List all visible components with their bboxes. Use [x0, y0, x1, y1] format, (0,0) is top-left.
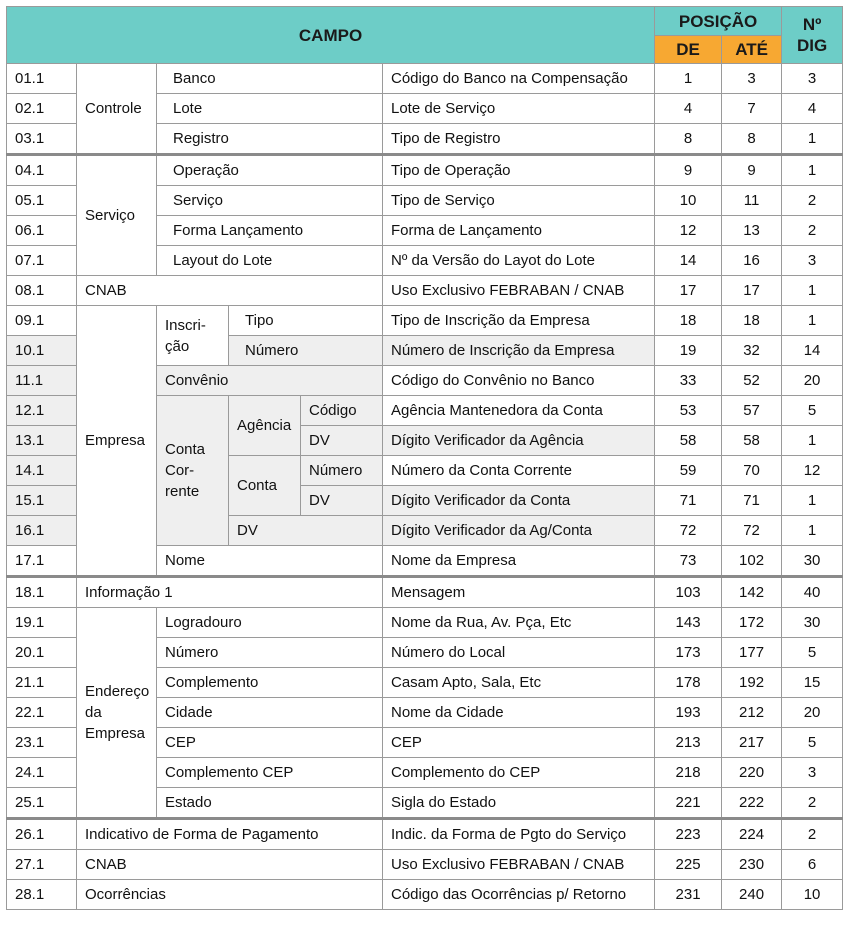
row-dig: 2	[782, 186, 843, 216]
row-dig: 5	[782, 638, 843, 668]
row-id: 15.1	[7, 486, 77, 516]
row-field: Serviço	[157, 186, 383, 216]
row-dig: 12	[782, 456, 843, 486]
row-dig: 3	[782, 758, 843, 788]
row-de: 1	[655, 64, 722, 94]
row-id: 14.1	[7, 456, 77, 486]
row-desc: Agência Mantenedora da Conta	[383, 396, 655, 426]
row-ate: 57	[722, 396, 782, 426]
header-ate: ATÉ	[722, 36, 782, 64]
table-row	[7, 577, 843, 608]
row-ate: 18	[722, 306, 782, 336]
row-de: 225	[655, 850, 722, 880]
row-de: 4	[655, 94, 722, 124]
row-ate: 212	[722, 698, 782, 728]
row-de: 173	[655, 638, 722, 668]
row-field: Ocorrências	[77, 880, 383, 910]
row-de: 53	[655, 396, 722, 426]
row-id: 11.1	[7, 366, 77, 396]
row-field: Registro	[157, 124, 383, 155]
row-dig: 4	[782, 94, 843, 124]
row-field: DV	[301, 426, 383, 456]
row-desc: Tipo de Serviço	[383, 186, 655, 216]
row-dig: 30	[782, 546, 843, 577]
row-id: 26.1	[7, 819, 77, 850]
row-field: Tipo	[229, 306, 383, 336]
row-id: 04.1	[7, 155, 77, 186]
row-de: 71	[655, 486, 722, 516]
row-de: 103	[655, 577, 722, 608]
row-desc: Dígito Verificador da Ag/Conta	[383, 516, 655, 546]
row-desc: Número de Inscrição da Empresa	[383, 336, 655, 366]
row-ate: 58	[722, 426, 782, 456]
row-dig: 2	[782, 819, 843, 850]
row-id: 10.1	[7, 336, 77, 366]
row-desc: Casam Apto, Sala, Etc	[383, 668, 655, 698]
row-dig: 1	[782, 276, 843, 306]
row-de: 58	[655, 426, 722, 456]
row-de: 73	[655, 546, 722, 577]
header-ndig	[782, 7, 843, 64]
row-ate: 16	[722, 246, 782, 276]
row-dig: 2	[782, 788, 843, 819]
group-empresa: Empresa	[77, 306, 157, 577]
row-desc: Número do Local	[383, 638, 655, 668]
row-dig: 1	[782, 306, 843, 336]
row-field: DV	[229, 516, 383, 546]
row-desc: Nome da Cidade	[383, 698, 655, 728]
row-dig: 15	[782, 668, 843, 698]
table-row	[7, 306, 843, 336]
row-desc: Dígito Verificador da Agência	[383, 426, 655, 456]
row-field: Código	[301, 396, 383, 426]
row-ate: 217	[722, 728, 782, 758]
row-dig: 5	[782, 396, 843, 426]
group-agencia: Agência	[229, 396, 301, 456]
group-conta-corrente	[157, 396, 229, 546]
row-field: Operação	[157, 155, 383, 186]
row-desc: Uso Exclusivo FEBRABAN / CNAB	[383, 850, 655, 880]
row-desc: Número da Conta Corrente	[383, 456, 655, 486]
table-row	[7, 276, 843, 306]
row-dig: 1	[782, 155, 843, 186]
row-desc: CEP	[383, 728, 655, 758]
row-desc: Complemento do CEP	[383, 758, 655, 788]
table-row	[7, 64, 843, 94]
row-field: DV	[301, 486, 383, 516]
row-field: Logradouro	[157, 608, 383, 638]
row-id: 09.1	[7, 306, 77, 336]
row-dig: 40	[782, 577, 843, 608]
row-de: 17	[655, 276, 722, 306]
row-ate: 70	[722, 456, 782, 486]
row-ate: 13	[722, 216, 782, 246]
row-de: 59	[655, 456, 722, 486]
row-de: 143	[655, 608, 722, 638]
row-id: 13.1	[7, 426, 77, 456]
group-servico: Serviço	[77, 155, 157, 276]
row-id: 03.1	[7, 124, 77, 155]
row-desc: Tipo de Inscrição da Empresa	[383, 306, 655, 336]
row-field: CEP	[157, 728, 383, 758]
row-desc: Sigla do Estado	[383, 788, 655, 819]
row-ate: 7	[722, 94, 782, 124]
row-field: Convênio	[157, 366, 383, 396]
group-inscricao	[157, 306, 229, 366]
row-ate: 142	[722, 577, 782, 608]
row-de: 8	[655, 124, 722, 155]
header-row	[7, 7, 843, 36]
row-de: 178	[655, 668, 722, 698]
table-row	[7, 819, 843, 850]
row-id: 21.1	[7, 668, 77, 698]
row-id: 27.1	[7, 850, 77, 880]
row-dig: 3	[782, 246, 843, 276]
row-id: 02.1	[7, 94, 77, 124]
row-id: 20.1	[7, 638, 77, 668]
row-dig: 1	[782, 426, 843, 456]
row-ate: 9	[722, 155, 782, 186]
row-ate: 102	[722, 546, 782, 577]
row-ate: 3	[722, 64, 782, 94]
header-ndig-label: Nº DIG	[796, 15, 828, 55]
row-ate: 11	[722, 186, 782, 216]
group-conta: Conta	[229, 456, 301, 516]
row-id: 25.1	[7, 788, 77, 819]
row-id: 07.1	[7, 246, 77, 276]
row-de: 12	[655, 216, 722, 246]
row-field: Complemento CEP	[157, 758, 383, 788]
row-de: 223	[655, 819, 722, 850]
row-dig: 1	[782, 486, 843, 516]
row-de: 72	[655, 516, 722, 546]
row-dig: 6	[782, 850, 843, 880]
row-desc: Indic. da Forma de Pgto do Serviço	[383, 819, 655, 850]
layout-table	[6, 6, 843, 910]
row-ate: 52	[722, 366, 782, 396]
row-ate: 222	[722, 788, 782, 819]
row-ate: 177	[722, 638, 782, 668]
row-dig: 5	[782, 728, 843, 758]
header-campo: CAMPO	[7, 7, 655, 64]
row-field: Nome	[157, 546, 383, 577]
row-de: 14	[655, 246, 722, 276]
row-id: 18.1	[7, 577, 77, 608]
row-de: 18	[655, 306, 722, 336]
row-ate: 8	[722, 124, 782, 155]
row-ate: 220	[722, 758, 782, 788]
row-ate: 32	[722, 336, 782, 366]
header-posicao: POSIÇÃO	[655, 7, 782, 36]
row-desc: Código do Banco na Compensação	[383, 64, 655, 94]
row-dig: 20	[782, 698, 843, 728]
row-de: 19	[655, 336, 722, 366]
row-id: 01.1	[7, 64, 77, 94]
row-field: CNAB	[77, 276, 383, 306]
row-field: Número	[229, 336, 383, 366]
row-field: Indicativo de Forma de Pagamento	[77, 819, 383, 850]
row-field: Número	[301, 456, 383, 486]
row-id: 05.1	[7, 186, 77, 216]
row-desc: Tipo de Registro	[383, 124, 655, 155]
row-ate: 17	[722, 276, 782, 306]
row-id: 06.1	[7, 216, 77, 246]
row-desc: Tipo de Operação	[383, 155, 655, 186]
row-id: 24.1	[7, 758, 77, 788]
row-id: 12.1	[7, 396, 77, 426]
row-field: Forma Lançamento	[157, 216, 383, 246]
row-de: 213	[655, 728, 722, 758]
row-id: 23.1	[7, 728, 77, 758]
row-de: 218	[655, 758, 722, 788]
group-endereco	[77, 608, 157, 819]
table-row	[7, 608, 843, 638]
group-inscricao-label: Inscri-ção	[165, 316, 206, 355]
row-field: Complemento	[157, 668, 383, 698]
row-id: 17.1	[7, 546, 77, 577]
group-controle: Controle	[77, 64, 157, 155]
row-field: Layout do Lote	[157, 246, 383, 276]
row-de: 33	[655, 366, 722, 396]
row-ate: 192	[722, 668, 782, 698]
row-ate: 172	[722, 608, 782, 638]
row-dig: 3	[782, 64, 843, 94]
row-dig: 1	[782, 516, 843, 546]
row-field: Banco	[157, 64, 383, 94]
row-id: 19.1	[7, 608, 77, 638]
row-desc: Uso Exclusivo FEBRABAN / CNAB	[383, 276, 655, 306]
row-field: Cidade	[157, 698, 383, 728]
row-id: 28.1	[7, 880, 77, 910]
row-field: Lote	[157, 94, 383, 124]
row-field: CNAB	[77, 850, 383, 880]
row-dig: 20	[782, 366, 843, 396]
group-conta-corrente-label: Conta Cor-rente	[165, 441, 206, 500]
row-desc: Nome da Empresa	[383, 546, 655, 577]
row-de: 10	[655, 186, 722, 216]
row-de: 221	[655, 788, 722, 819]
row-dig: 30	[782, 608, 843, 638]
row-field: Número	[157, 638, 383, 668]
row-ate: 240	[722, 880, 782, 910]
row-ate: 230	[722, 850, 782, 880]
table-row	[7, 850, 843, 880]
row-dig: 1	[782, 124, 843, 155]
table-row	[7, 155, 843, 186]
row-desc: Nome da Rua, Av. Pça, Etc	[383, 608, 655, 638]
row-dig: 14	[782, 336, 843, 366]
row-de: 231	[655, 880, 722, 910]
row-desc: Código das Ocorrências p/ Retorno	[383, 880, 655, 910]
row-field: Informação 1	[77, 577, 383, 608]
row-desc: Nº da Versão do Layot do Lote	[383, 246, 655, 276]
row-id: 08.1	[7, 276, 77, 306]
row-id: 16.1	[7, 516, 77, 546]
row-ate: 224	[722, 819, 782, 850]
row-desc: Mensagem	[383, 577, 655, 608]
row-ate: 71	[722, 486, 782, 516]
row-desc: Lote de Serviço	[383, 94, 655, 124]
row-dig: 10	[782, 880, 843, 910]
row-de: 9	[655, 155, 722, 186]
row-ate: 72	[722, 516, 782, 546]
header-de: DE	[655, 36, 722, 64]
row-desc: Forma de Lançamento	[383, 216, 655, 246]
row-id: 22.1	[7, 698, 77, 728]
row-dig: 2	[782, 216, 843, 246]
group-endereco-label: Endereço da Empresa	[85, 683, 150, 742]
row-field: Estado	[157, 788, 383, 819]
row-desc: Dígito Verificador da Conta	[383, 486, 655, 516]
row-desc: Código do Convênio no Banco	[383, 366, 655, 396]
row-de: 193	[655, 698, 722, 728]
table-row	[7, 880, 843, 910]
